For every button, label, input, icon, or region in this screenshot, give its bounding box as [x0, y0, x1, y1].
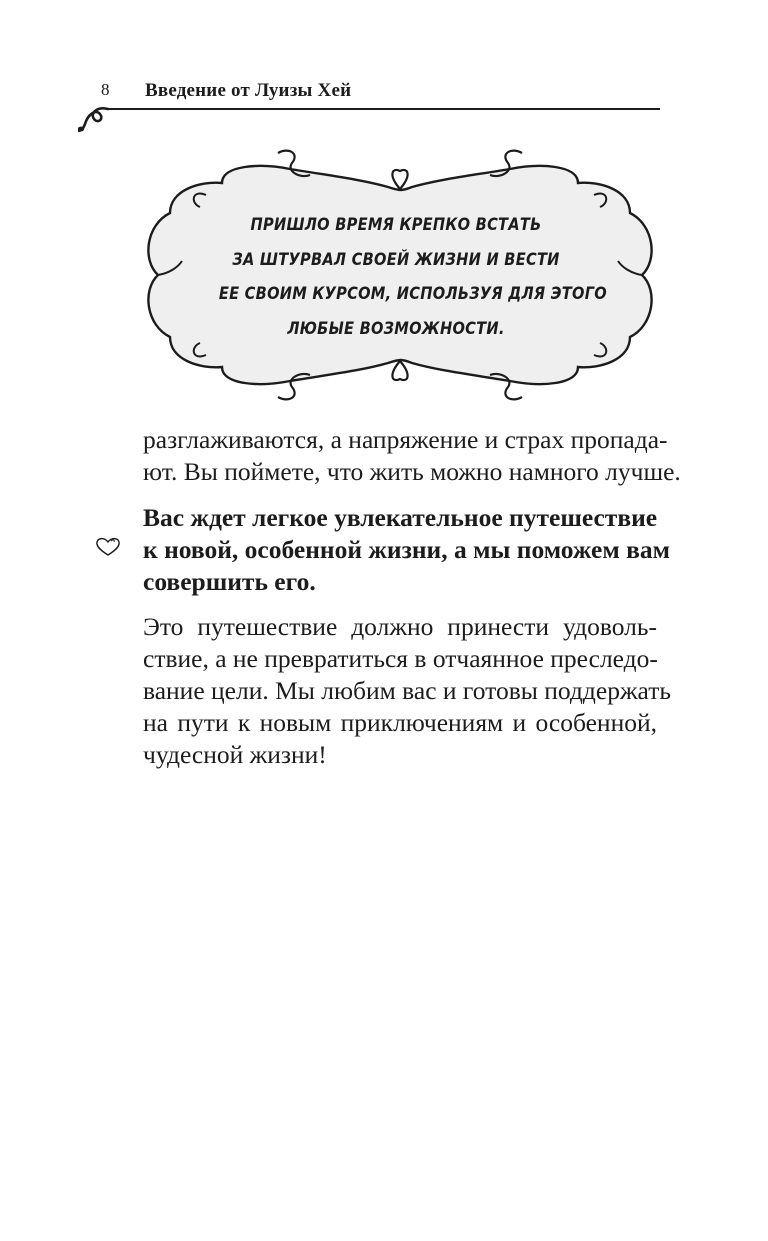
quote-text — [190, 208, 607, 346]
flourish-swash-icon — [78, 100, 660, 134]
text-line: Вас ждет легкое увлекательное путешествие — [143, 503, 658, 532]
text-line: на пути к новым приключениям и особенной, — [143, 708, 657, 737]
text-line: разглаживаются, а напряжение и страх пропада- — [143, 425, 668, 454]
quote-line: ЕЕ СВОИМ КУРСОМ, ИСПОЛЬЗУЯ ДЛЯ ЭТОГО — [218, 284, 607, 304]
text-line: ют. Вы поймете, что жить можно намного лучше. — [143, 457, 681, 486]
paragraph-bold — [143, 502, 670, 598]
quote-line: ЛЮБЫЕ ВОЗМОЖНОСТИ. — [287, 318, 505, 339]
paragraph-continuation — [143, 424, 681, 488]
page-number: 8 — [101, 80, 110, 99]
heart-outline-icon — [95, 537, 121, 557]
text-line: чудесной жизни! — [143, 740, 327, 769]
paragraph — [143, 611, 671, 771]
text-line: вание цели. Мы любим вас и готовы поддержать — [143, 676, 671, 705]
text-line: Это путешествие должно принести удоволь- — [143, 612, 657, 641]
text-line: ствие, а не превратиться в отчаянное преследо- — [143, 644, 658, 673]
running-title: Введение от Луизы Хей — [145, 80, 352, 101]
quote-line: ПРИШЛО ВРЕМЯ КРЕПКО ВСТАТЬ — [250, 215, 542, 235]
quote-line: ЗА ШТУРВАЛ СВОЕЙ ЖИЗНИ И ВЕСТИ — [232, 249, 560, 270]
text-line: совершить его. — [143, 567, 316, 596]
text-line: к новой, особенной жизни, а мы поможем вам — [143, 535, 670, 564]
